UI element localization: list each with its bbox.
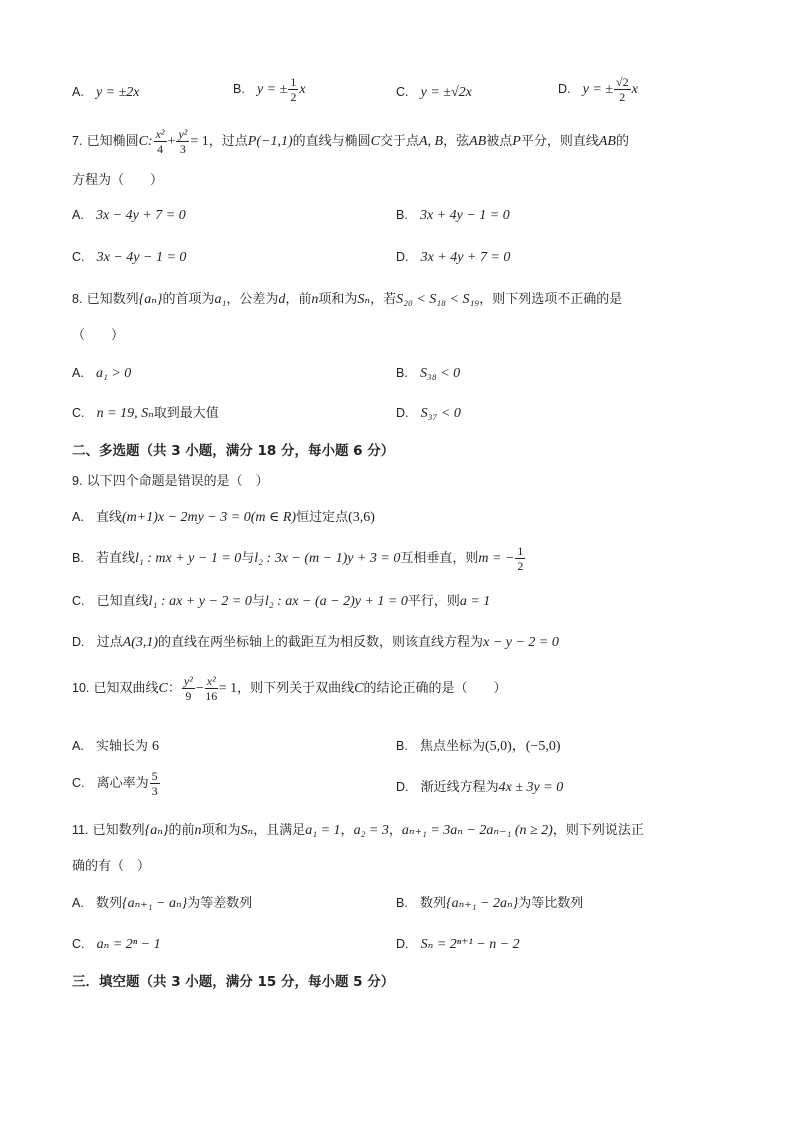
q8-option-d: [396, 407, 461, 421]
stem-text: 的直线与椭圆: [292, 134, 371, 149]
frac-den: 3: [151, 784, 158, 798]
option-expr-pre: y = ±: [256, 82, 288, 97]
stem-text: ，前: [285, 292, 312, 307]
option-letter: C.: [72, 250, 85, 264]
frac-den: 4: [157, 142, 164, 156]
question-number: 7.: [72, 134, 83, 148]
frac-num: y²: [183, 674, 193, 688]
q6-option-d: [558, 76, 638, 103]
first-term: a₁: [214, 292, 227, 307]
stem-text: ，公差为: [226, 292, 279, 307]
q9-stem: [72, 475, 269, 488]
curve-name: C: [354, 681, 364, 696]
question-number: 11.: [72, 823, 89, 837]
line-l1: l₁ : ax + y − 2 = 0: [148, 594, 252, 609]
common-difference: d: [278, 292, 286, 307]
option-letter: D.: [396, 937, 409, 951]
q11-stem-line2: 确的有（ ）: [72, 859, 151, 874]
stem-text: 平分，则直线: [520, 134, 599, 149]
option-letter: A.: [72, 366, 84, 380]
option-expr: 3x + 4y + 7 = 0: [420, 250, 511, 265]
option-expr: y = ±2x: [95, 85, 140, 100]
option-letter: C.: [72, 776, 85, 790]
stem-text: 交于点: [379, 134, 419, 149]
option-letter: A.: [72, 208, 84, 222]
option-letter: B.: [72, 551, 84, 565]
chord-ab: AB: [469, 134, 487, 149]
q10-option-d: [396, 781, 563, 795]
ellipse-name: C:: [138, 134, 153, 149]
stem-text: ，且满足: [253, 823, 306, 838]
question-number: 8.: [72, 292, 83, 306]
option-text: 已知直线: [96, 594, 149, 609]
q6-option-c: [396, 86, 472, 100]
option-letter: A.: [72, 510, 84, 524]
option-expr-post: x: [299, 82, 306, 97]
stem-text: 的: [615, 134, 629, 149]
option-expr: {aₙ₊₁ − 2aₙ}: [445, 896, 519, 911]
option-result: x − y − 2 = 0: [483, 635, 559, 650]
option-expr: n = 19, Sₙ: [96, 406, 154, 421]
option-text: 与: [241, 551, 255, 566]
sequence: {aₙ}: [138, 292, 163, 307]
option-expr: 3x + 4y − 1 = 0: [419, 208, 510, 223]
stem-text: 已知数列: [86, 292, 139, 307]
option-letter: A.: [72, 739, 84, 753]
frac-num: y²: [178, 127, 188, 141]
question-number: 9.: [72, 474, 83, 488]
option-text: 的直线在两坐标轴上的截距互为相反数，则该直线方程为: [158, 635, 484, 650]
curve-name: C: [158, 681, 168, 696]
frac-num: x²: [206, 674, 216, 688]
frac-num: 1: [290, 75, 297, 89]
curve-name: C: [370, 134, 380, 149]
option-letter: C.: [396, 85, 409, 99]
q7-stem-line2: 方程为（ ）: [72, 173, 164, 188]
q8-stem-line2: （ ）: [72, 328, 125, 343]
n-var: n: [194, 823, 202, 838]
equals-one: = 1: [218, 681, 238, 696]
option-letter: A.: [72, 896, 84, 910]
section-3-title: 三．填空题（共 3 小题，满分 15 分，每小题 5 分）: [72, 974, 395, 990]
option-text: 数列: [419, 896, 446, 911]
option-expr: aₙ = 2ⁿ − 1: [96, 937, 161, 952]
stem-text: ，则下列关于双曲线: [237, 681, 355, 696]
option-text: 与: [251, 594, 265, 609]
option-letter: C.: [72, 406, 85, 420]
option-letter: A.: [72, 85, 84, 99]
option-expr: Sₙ = 2ⁿ⁺¹ − n − 2: [420, 937, 520, 952]
option-expr: 4x ± 3y = 0: [498, 780, 564, 795]
n-var: n: [311, 292, 319, 307]
separator: ，: [340, 823, 354, 838]
sum-sn: Sₙ: [240, 823, 254, 838]
fraction: [205, 675, 218, 702]
option-text: 渐近线方程为: [420, 780, 499, 795]
option-expr: a₁ > 0: [95, 366, 132, 381]
q8-option-b: [396, 367, 460, 381]
q6-option-a: [72, 86, 140, 100]
option-expr: (m+1)x − 2my − 3 = 0(m ∈ R): [121, 510, 297, 525]
frac-num: 5: [151, 769, 158, 783]
minus-sign: −: [195, 681, 204, 696]
stem-text: 项和为: [201, 823, 241, 838]
condition-a1: a₁ = 1: [305, 823, 341, 838]
fraction: [150, 770, 160, 797]
option-letter: D.: [396, 406, 409, 420]
frac-den: 9: [185, 689, 192, 703]
recurrence: aₙ₊₁ = 3aₙ − 2aₙ₋₁ (n ≥ 2): [401, 823, 553, 838]
colon: ：: [167, 681, 181, 696]
option-letter: C.: [72, 937, 85, 951]
fraction: [614, 76, 631, 103]
q11-option-d: [396, 938, 520, 952]
fraction: [182, 675, 195, 702]
q10-option-b: [396, 740, 561, 754]
option-text: 若直线: [95, 551, 135, 566]
q11-option-a: [72, 897, 252, 911]
option-text: 为等差数列: [187, 896, 253, 911]
frac-den: 3: [179, 142, 186, 156]
frac-den: 2: [619, 90, 626, 104]
q10-option-a: [72, 740, 159, 754]
option-expr: 3x − 4y − 1 = 0: [96, 250, 187, 265]
option-expr: 6: [151, 739, 159, 754]
stem-text: 的首项为: [162, 292, 215, 307]
m-value: m = −: [478, 551, 515, 566]
frac-num: 1: [517, 544, 524, 558]
q6-option-b: [233, 76, 306, 103]
option-text: 焦点坐标为: [419, 739, 485, 754]
q10-stem: [72, 675, 506, 702]
option-text: 为等比数列: [518, 896, 584, 911]
option-text: 互相垂直，则: [400, 551, 479, 566]
q11-option-c: [72, 938, 161, 952]
condition: S₂₀ < S₁₈ < S₁₉: [396, 292, 480, 307]
stem-text: 以下四个命题是错误的是（ ）: [86, 474, 269, 489]
fraction: [288, 76, 298, 103]
line-l2: l₂ : ax − (a − 2)y + 1 = 0: [264, 594, 408, 609]
q7-option-c: [72, 251, 186, 265]
option-letter: B.: [396, 208, 408, 222]
option-letter: B.: [233, 82, 245, 96]
option-letter: C.: [72, 594, 85, 608]
option-letter: B.: [396, 896, 408, 910]
plus-sign: +: [167, 134, 176, 149]
stem-text: 已知数列: [92, 823, 145, 838]
option-letter: D.: [72, 635, 85, 649]
frac-num: √2: [616, 75, 629, 89]
q11-stem-line1: [72, 824, 644, 838]
option-expr: 3x − 4y + 7 = 0: [95, 208, 186, 223]
q9-option-b: [72, 545, 526, 572]
option-text: 过点: [96, 635, 123, 650]
option-letter: D.: [396, 250, 409, 264]
q11-option-b: [396, 897, 583, 911]
option-expr-post: x: [631, 82, 638, 97]
point-p: P(−1,1): [247, 134, 293, 149]
sequence: {aₙ}: [144, 823, 169, 838]
option-text: 平行，则: [407, 594, 460, 609]
option-text: 直线: [95, 510, 122, 525]
section-2-title: 二、多选题（共 3 小题，满分 18 分，每小题 6 分）: [72, 443, 395, 459]
stem-text: ，若: [370, 292, 397, 307]
fraction: [154, 128, 167, 155]
stem-text: 的结论正确的是（ ）: [363, 681, 507, 696]
stem-text: ，则下列选项不正确的是: [479, 292, 623, 307]
stem-text: 已知双曲线: [93, 681, 159, 696]
fraction: [515, 545, 525, 572]
frac-den: 2: [290, 90, 297, 104]
option-expr: y = ±√2x: [420, 85, 472, 100]
option-expr: S₃₇ < 0: [420, 406, 461, 421]
q8-stem-line1: [72, 293, 622, 307]
q9-option-a: [72, 511, 375, 525]
condition-a2: a₂ = 3: [353, 823, 389, 838]
option-expr: {aₙ₊₁ − aₙ}: [121, 896, 188, 911]
q7-option-b: [396, 209, 510, 223]
option-result: a = 1: [459, 594, 491, 609]
stem-text: 的前: [168, 823, 195, 838]
option-text: 恒过定点: [296, 510, 349, 525]
sum-sn: Sₙ: [357, 292, 371, 307]
q9-option-d: [72, 636, 559, 650]
option-letter: B.: [396, 366, 408, 380]
line-l2: l₂ : 3x − (m − 1)y + 3 = 0: [254, 551, 401, 566]
option-text: 实轴长为: [95, 739, 148, 754]
separator: ，: [388, 823, 402, 838]
q7-option-a: [72, 209, 186, 223]
option-letter: D.: [558, 82, 571, 96]
option-text: 取到最大值: [153, 406, 219, 421]
point-p-label: P: [512, 134, 521, 149]
q10-option-c: [72, 770, 161, 797]
line-l1: l₁ : mx + y − 1 = 0: [134, 551, 242, 566]
option-point: (3,6): [348, 510, 375, 525]
stem-text: ，则下列说法正: [552, 823, 644, 838]
line-ab: AB: [598, 134, 616, 149]
q8-option-a: [72, 367, 131, 381]
option-expr: (5,0)，(−5,0): [484, 739, 561, 754]
q9-option-c: [72, 595, 490, 609]
option-text: 离心率为: [96, 776, 149, 791]
fraction: [176, 128, 189, 155]
option-letter: B.: [396, 739, 408, 753]
option-letter: D.: [396, 780, 409, 794]
stem-text: ，过点: [208, 134, 248, 149]
option-text: 数列: [95, 896, 122, 911]
q7-stem-line1: [72, 128, 629, 155]
points-ab: A, B: [419, 134, 444, 149]
option-expr-pre: y = ±: [582, 82, 613, 97]
stem-text: 被点: [486, 134, 513, 149]
frac-num: x²: [155, 127, 165, 141]
frac-den: 2: [517, 559, 524, 573]
equals-one: = 1: [190, 134, 209, 149]
stem-text: ，弦: [443, 134, 470, 149]
stem-text: 已知椭圆: [86, 134, 139, 149]
option-expr: S₃₈ < 0: [419, 366, 461, 381]
q7-option-d: [396, 251, 510, 265]
option-point: A(3,1): [122, 635, 159, 650]
question-number: 10.: [72, 681, 90, 695]
stem-text: 项和为: [318, 292, 358, 307]
frac-den: 16: [205, 689, 218, 703]
q8-option-c: [72, 407, 219, 421]
